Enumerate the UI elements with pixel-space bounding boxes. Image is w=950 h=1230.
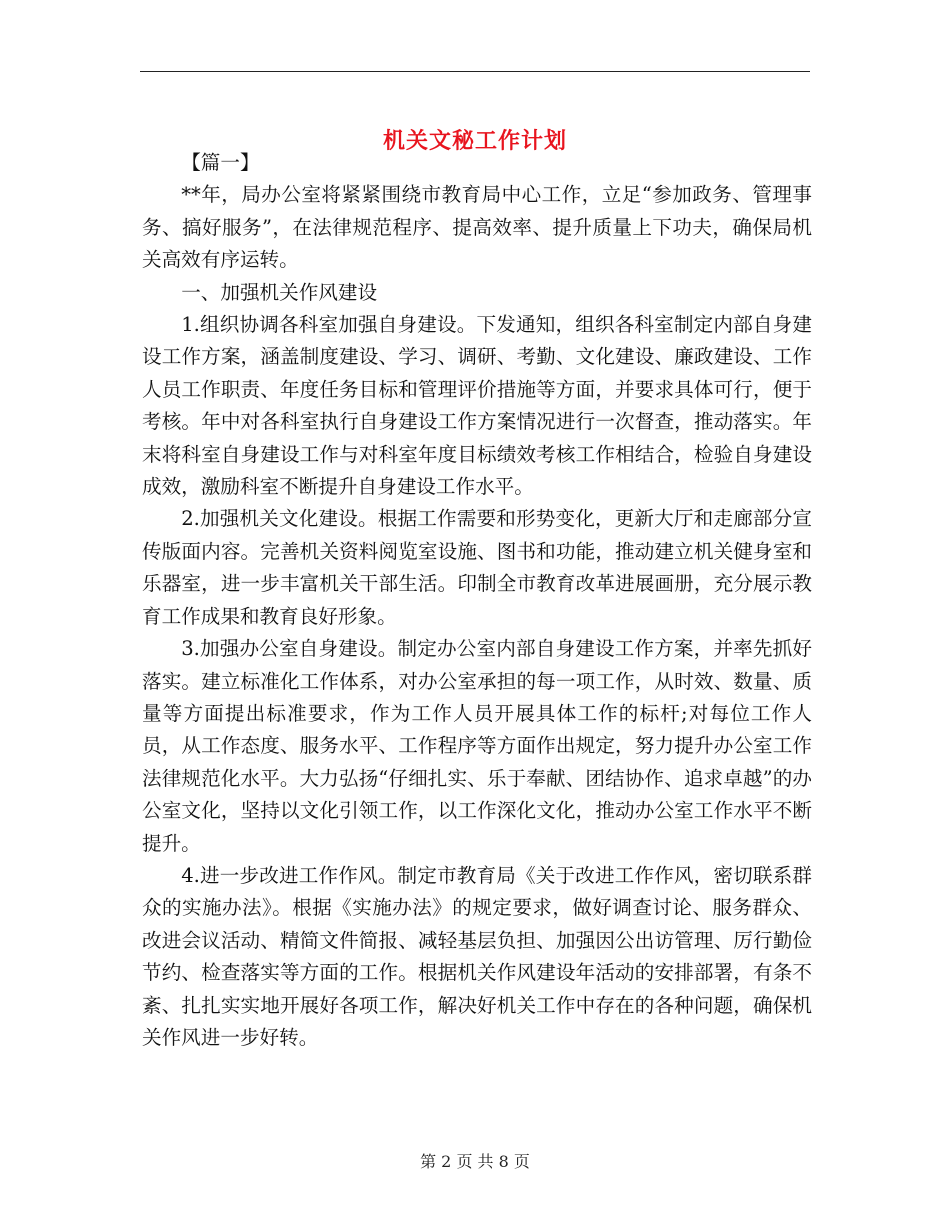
header-rule (140, 71, 810, 72)
document-body (142, 147, 812, 1054)
item-2-paragraph: 2.加强机关文化建设。根据工作需要和形势变化，更新大厅和走廊部分宣传版面内容。完善机关资料阅览室设施、图书和功能，推动建立机关健身室和乐器室，进一步丰富机关干部生活。印制全市教育改革进展画册，充分展示教育工作成果和教育良好形象。 (142, 507, 812, 628)
page-number: 第 2 页 共 8 页 (420, 1152, 530, 1171)
section-heading-work-style: 一、加强机关作风建设 (181, 280, 378, 304)
section-heading-part-one: 【篇一】 (181, 151, 260, 174)
intro-paragraph: **年，局办公室将紧紧围绕市教育局中心工作，立足“参加政务、管理事务、搞好服务”，在法律规范程序、提高效率、提升质量上下功夫，确保局机关高效有序运转。 (142, 183, 812, 272)
item-3-paragraph: 3.加强办公室自身建设。制定办公室内部自身建设工作方案，并率先抓好落实。建立标准化工作体系，对办公室承担的每一项工作，从时效、数量、质量等方面提出标准要求，作为工作人员开展具体工作的标杆;对每位工作人员，从工作态度、服务水平、工作程序等方面作出规定，努力提升办公室工作法律规范化水平。大力弘扬“仔细扎实、乐于奉献、团结协作、追求卓越”的办公室文化，坚持以文化引领工作，以工作深化文化，推动办公室工作水平不断提升。 (142, 637, 812, 855)
document-title: 机关文秘工作计划 (382, 127, 567, 154)
item-4-paragraph: 4.进一步改进工作作风。制定市教育局《关于改进工作作风，密切联系群众的实施办法》。根据《实施办法》的规定要求，做好调查讨论、服务群众、改进会议活动、精简文件简报、减轻基层负担、加强因公出访管理、厉行勤俭节约、检查落实等方面的工作。根据机关作风建设年活动的安排部署，有条不紊、扎扎实实地开展好各项工作，解决好机关工作中存在的各种问题，确保机关作风进一步好转。 (142, 863, 812, 1049)
item-1-paragraph: 1.组织协调各科室加强自身建设。下发通知，组织各科室制定内部自身建设工作方案，涵盖制度建设、学习、调研、考勤、文化建设、廉政建设、工作人员工作职责、年度任务目标和管理评价措施等方面，并要求具体可行，便于考核。年中对各科室执行自身建设工作方案情况进行一次督查，推动落实。年末将科室自身建设工作与对科室年度目标绩效考核工作相结合，检验自身建设成效，激励科室不断提升自身建设工作水平。 (142, 313, 812, 499)
